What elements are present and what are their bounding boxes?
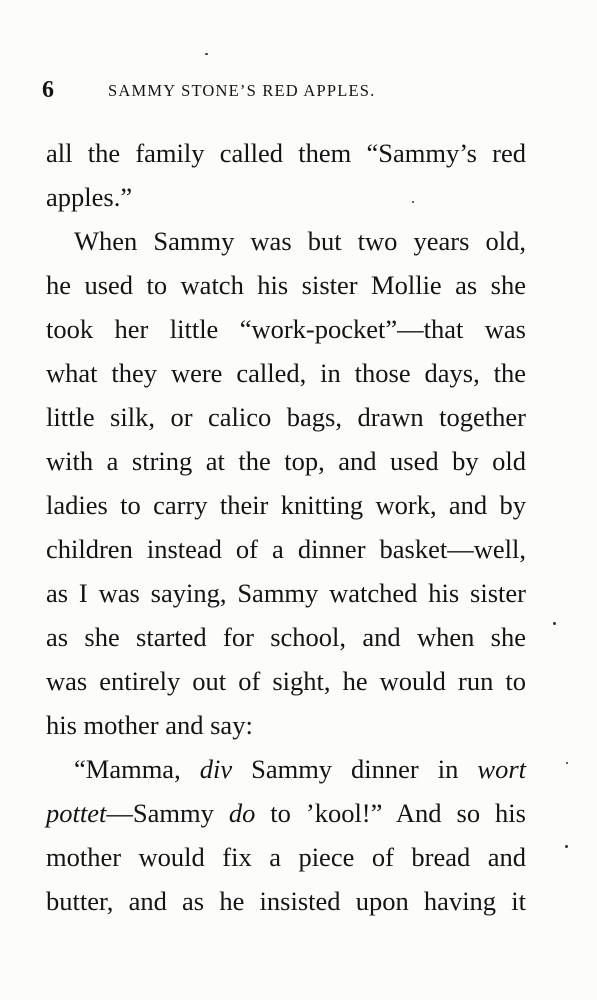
text-line: little silk, or calico bags, drawn together bbox=[46, 402, 526, 432]
text-line: pottet—Sammy do to ’kool!” And so his bbox=[46, 798, 526, 828]
text-line: as I was saying, Sammy watched his sister bbox=[46, 578, 526, 608]
text-line: “Mamma, div Sammy dinner in wort bbox=[74, 754, 526, 784]
text-line: as she started for school, and when she bbox=[46, 622, 526, 652]
text-line: butter, and as he insisted upon having it bbox=[46, 886, 526, 916]
text-line: children instead of a dinner basket—well, bbox=[46, 534, 526, 564]
text-line: with a string at the top, and used by old bbox=[46, 446, 526, 476]
page-header bbox=[42, 74, 522, 106]
text-line: all the family called them “Sammy’s red bbox=[46, 138, 526, 168]
print-speck bbox=[412, 201, 414, 203]
page-number: 6 bbox=[42, 77, 54, 103]
text-line: mother would fix a piece of bread and bbox=[46, 842, 526, 872]
text-line: apples.” bbox=[46, 182, 133, 212]
print-speck bbox=[553, 622, 556, 625]
text-line: took her little “work-pocket”—that was bbox=[46, 314, 526, 344]
text-line: When Sammy was but two years old, bbox=[74, 226, 526, 256]
text-line: his mother and say: bbox=[46, 710, 253, 740]
print-speck bbox=[565, 845, 568, 848]
text-line: he used to watch his sister Mollie as she bbox=[46, 270, 526, 300]
body-text bbox=[46, 131, 526, 923]
print-speck bbox=[205, 53, 208, 55]
text-line: was entirely out of sight, he would run to bbox=[46, 666, 526, 696]
text-line: what they were called, in those days, the bbox=[46, 358, 526, 388]
print-speck bbox=[566, 762, 568, 764]
text-line: ladies to carry their knitting work, and by bbox=[46, 490, 526, 520]
running-title: SAMMY STONE’S RED APPLES. bbox=[108, 81, 376, 100]
